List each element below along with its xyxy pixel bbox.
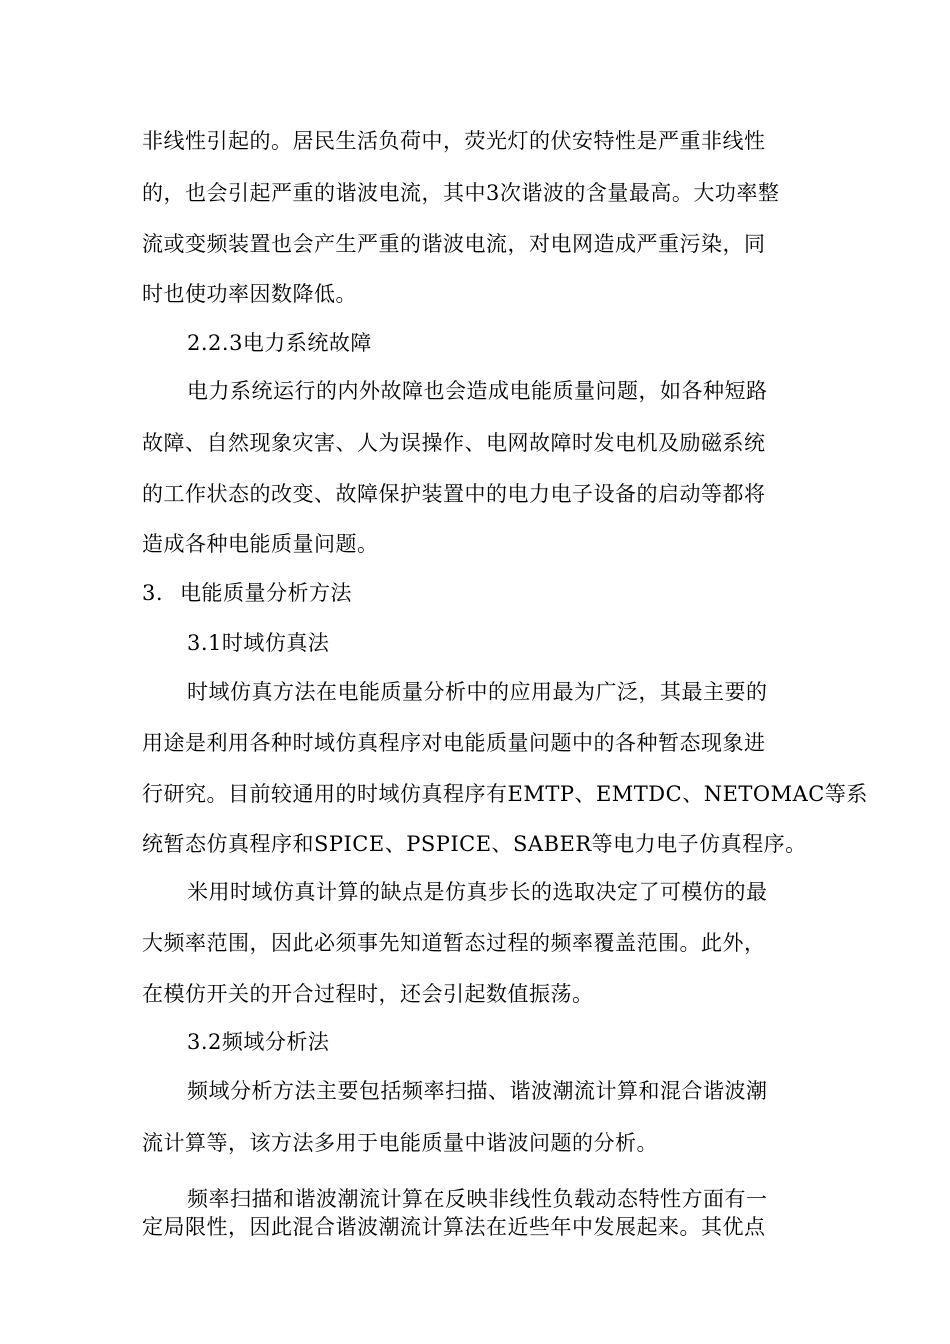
paragraph-line: 流计算等，该方法多用于电能质量中谐波问题的分析。 (142, 1131, 658, 1155)
paragraph-line: 频率扫描和谐波潮流计算在反映非线性负载动态特性方面有一 (187, 1187, 768, 1211)
section-heading-2-2-3: 2.2.3电力系统故障 (187, 331, 372, 355)
paragraph-line: 时域仿真方法在电能质量分析中的应用最为广泛，其最主要的 (187, 680, 768, 704)
paragraph-line: 行研究。目前较通用的时域仿真程序有EMTP、EMTDC、NETOMAC等系 (142, 782, 868, 806)
paragraph-line: 时也使功率因数降低。 (142, 282, 357, 306)
section-heading-3-1: 3.1时域仿真法 (187, 631, 330, 655)
paragraph-line: 电力系统运行的内外故障也会造成电能质量问题，如各种短路 (187, 379, 768, 403)
paragraph-line: 定局限性，因此混合谐波潮流计算法在近些年中发展起来。其优点 (142, 1215, 766, 1239)
paragraph-line: 大频率范围，因此必须事先知道暂态过程的频率覆盖范围。此外， (142, 931, 766, 955)
paragraph-line: 造成各种电能质量问题。 (142, 532, 379, 556)
paragraph-line: 米用时域仿真计算的缺点是仿真步长的选取决定了可模仿的最 (187, 880, 768, 904)
paragraph-line: 的工作状态的改变、故障保护装置中的电力电子设备的启动等都将 (142, 482, 766, 506)
section-heading-3-2: 3.2频域分析法 (187, 1030, 330, 1054)
paragraph-line: 的，也会引起严重的谐波电流，其中3次谐波的含量最高。大功率整 (142, 181, 780, 205)
section-heading-3-number: 3. (142, 581, 164, 605)
paragraph-line: 频域分析方法主要包括频率扫描、谐波潮流计算和混合谐波潮 (187, 1079, 768, 1103)
paragraph-line: 统暂态仿真程序和SPICE、PSPICE、SABER等电力电子仿真程序。 (142, 832, 807, 856)
paragraph-line: 流或变频装置也会产生严重的谐波电流，对电网造成严重污染，同 (142, 232, 766, 256)
paragraph-line: 用途是利用各种时域仿真程序对电能质量问题中的各种暂态现象进 (142, 731, 766, 755)
paragraph-line: 在模仿开关的开合过程时，还会引起数值振荡。 (142, 982, 594, 1006)
paragraph-line: 非线性引起的。居民生活负荷中，荧光灯的伏安特性是严重非线性 (142, 129, 766, 153)
section-heading-3-title: 电能质量分析方法 (180, 581, 352, 605)
paragraph-line: 故障、自然现象灾害、人为误操作、电网故障时发电机及励磁系统 (142, 431, 766, 455)
